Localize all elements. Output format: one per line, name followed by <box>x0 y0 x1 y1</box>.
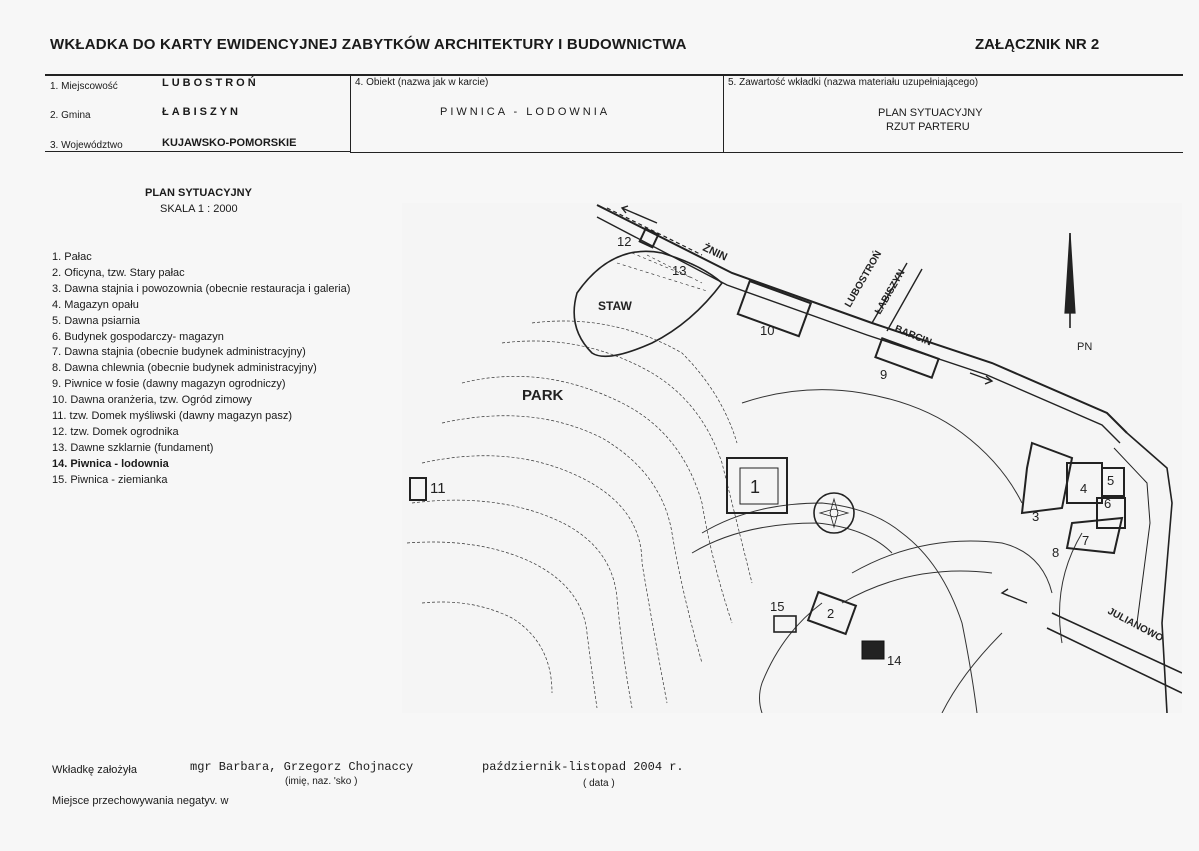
content-line-1: PLAN SYTUACYJNY <box>878 107 983 119</box>
header-divider-1 <box>350 74 351 153</box>
legend-item: 11. tzw. Domek myśliwski (dawny magazyn pasz) <box>52 410 293 423</box>
header-bottom-rule <box>350 152 1183 153</box>
legend-item: 7. Dawna stajnia (obecnie budynek administracyjny) <box>52 346 306 359</box>
founded-label: Wkładkę założyła <box>52 764 137 776</box>
province-value: KUJAWSKO-POMORSKIE <box>162 137 297 149</box>
legend-item: 2. Oficyna, tzw. Stary pałac <box>52 266 185 279</box>
north-label: PN <box>1077 341 1093 353</box>
building-14-mark <box>862 641 884 659</box>
label-road-znin: ŻNIN <box>700 241 730 264</box>
legend-item: 8. Dawna chlewnia (obecnie budynek administracyjny) <box>52 362 317 375</box>
storage-label: Miejsce przechowywania negatyv. w <box>52 795 229 807</box>
document-title: WKŁADKA DO KARTY EWIDENCYJNEJ ZABYTKÓW ARCHITEKTURY I BUDOWNICTWA <box>50 36 687 53</box>
number-5: 5 <box>1107 473 1115 488</box>
content-line-2: RZUT PARTERU <box>886 121 970 133</box>
legend-item: 1. Pałac <box>52 251 92 263</box>
attachment-number: ZAŁĄCZNIK NR 2 <box>975 36 1100 53</box>
commune-label: 2. Gmina <box>50 110 91 121</box>
number-9: 9 <box>880 367 888 382</box>
site-plan-map <box>402 203 1182 713</box>
date-caption: ( data ) <box>583 778 615 789</box>
number-10: 10 <box>760 323 775 338</box>
province-label: 3. Województwo <box>50 140 123 151</box>
founded-date: październik-listopad 2004 r. <box>482 760 684 774</box>
number-15: 15 <box>770 599 785 614</box>
label-road-lubostron: LUBOSTROŃ <box>843 249 885 310</box>
legend-item: 6. Budynek gospodarczy- magazyn <box>52 330 224 343</box>
number-2: 2 <box>827 606 835 621</box>
number-11: 11 <box>430 480 446 497</box>
object-value: PIWNICA - LODOWNIA <box>440 106 611 118</box>
commune-value: ŁABISZYN <box>162 106 241 118</box>
locality-label: 1. Miejscowość <box>50 81 118 92</box>
legend-item: 9. Piwnice w fosie (dawny magazyn ogrodniczy) <box>52 378 286 391</box>
label-staw: STAW <box>598 299 632 313</box>
label-road-julianowo: JULIANOWO <box>1105 605 1165 645</box>
number-6: 6 <box>1104 496 1112 511</box>
label-road-barcin: BARCIN <box>892 323 934 349</box>
number-1: 1 <box>750 477 761 497</box>
number-4: 4 <box>1080 481 1088 496</box>
legend-item: 4. Magazyn opału <box>52 298 139 311</box>
legend-item: 12. tzw. Domek ogrodnika <box>52 425 179 438</box>
number-14: 14 <box>887 653 902 668</box>
founded-names: mgr Barbara, Grzegorz Chojnaccy <box>190 760 414 774</box>
header-divider-2 <box>723 74 724 153</box>
plan-title: PLAN SYTUACYJNY <box>145 187 252 199</box>
plan-scale: SKALA 1 : 2000 <box>160 203 238 215</box>
legend-item: 13. Dawne szklarnie (fundament) <box>52 441 214 454</box>
legend-item: 3. Dawna stajnia i powozownia (obecnie restauracja i galeria) <box>52 282 351 295</box>
legend-item-highlighted: 14. Piwnica - lodownia <box>52 457 169 470</box>
number-8: 8 <box>1052 545 1060 560</box>
label-road-labiszyn: ŁABISZYN <box>873 267 908 317</box>
legend-item: 10. Dawna oranżeria, tzw. Ogród zimowy <box>52 394 252 407</box>
legend-item: 5. Dawna psiarnia <box>52 314 141 327</box>
names-caption: (imię, naz. 'sko ) <box>285 776 358 787</box>
object-label: 4. Obiekt (nazwa jak w karcie) <box>355 77 489 88</box>
content-label: 5. Zawartość wkładki (nazwa materiału uzupełniającego) <box>728 77 979 88</box>
header-top-rule <box>45 74 1183 76</box>
number-3: 3 <box>1032 509 1040 524</box>
label-park: PARK <box>522 387 564 404</box>
number-7: 7 <box>1082 533 1090 548</box>
number-13: 13 <box>672 263 687 278</box>
locality-value: LUBOSTROŃ <box>162 77 259 89</box>
number-12: 12 <box>617 234 632 249</box>
legend-list <box>52 250 350 489</box>
legend-item: 15. Piwnica - ziemianka <box>52 473 168 486</box>
header-bottom-rule-left <box>45 151 350 152</box>
